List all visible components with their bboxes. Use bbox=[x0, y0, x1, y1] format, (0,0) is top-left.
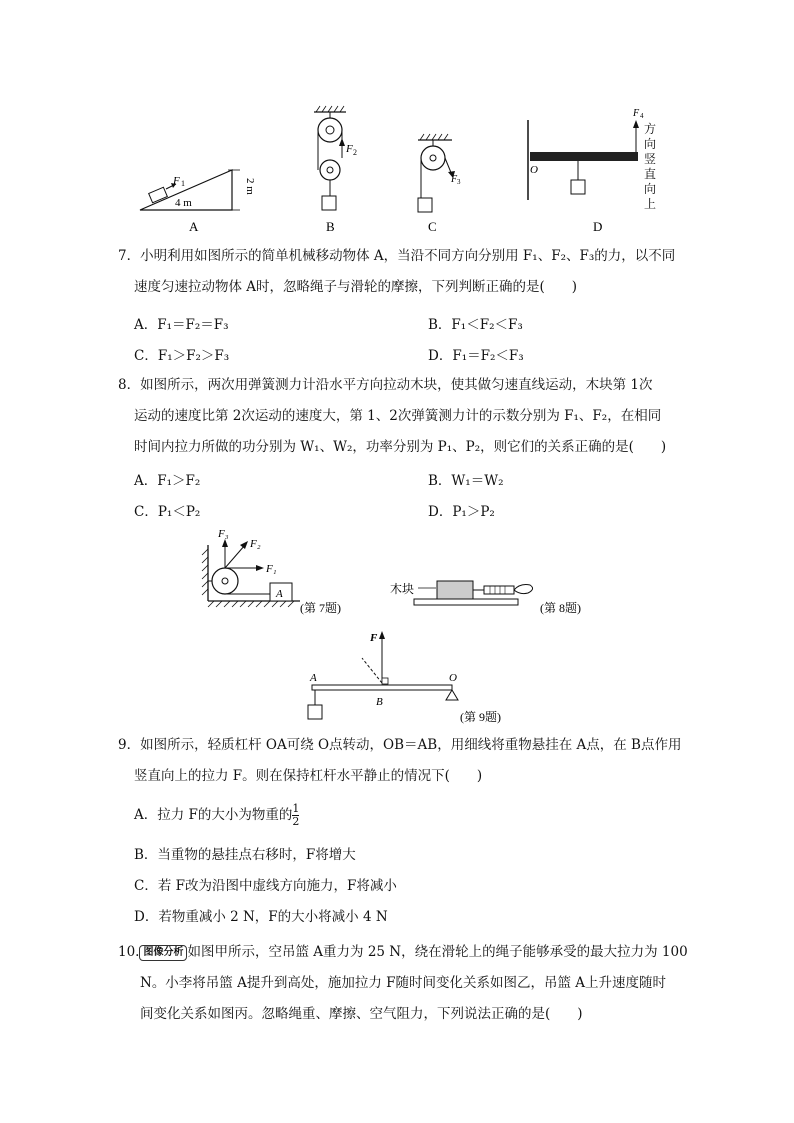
mid-figures bbox=[0, 525, 794, 725]
fig-d-force: F bbox=[633, 108, 640, 119]
q7-option-c[interactable]: C．F₁＞F₂＞F₃ bbox=[134, 348, 230, 364]
fig8-block-label: 木块 bbox=[390, 582, 415, 596]
fig7-diagram bbox=[202, 528, 341, 615]
fig9-b: B bbox=[376, 696, 383, 708]
fig-d-pivot: O bbox=[530, 164, 538, 176]
q10-badge: 图像分析 bbox=[139, 945, 187, 961]
q10-line2: N。小李将吊篮 A提升到高处，施加拉力 F随时间变化关系如图乙，吊篮 A上升速度随时 bbox=[140, 975, 667, 991]
fig-c-force-sub: 3 bbox=[457, 178, 461, 186]
q8-option-d[interactable]: D．P₁＞P₂ bbox=[428, 504, 495, 520]
fig-a-length: 4 m bbox=[175, 197, 192, 209]
fig-d-direction-text: 方向竖直向上 bbox=[644, 122, 657, 211]
fig8-caption: (第 8题) bbox=[540, 601, 581, 615]
fig7-f1: F₁ bbox=[266, 563, 277, 575]
fig-a-f1: F bbox=[173, 175, 180, 187]
top-figures bbox=[0, 0, 794, 240]
q8-line1: 8．如图所示，两次用弹簧测力计沿水平方向拉动木块，使其做匀速直线运动，木块第 1次 bbox=[118, 377, 653, 393]
q7-option-b[interactable]: B．F₁＜F₂＜F₃ bbox=[428, 317, 523, 333]
q8-option-c[interactable]: C．P₁＜P₂ bbox=[134, 504, 201, 520]
fig9-diagram bbox=[308, 631, 501, 724]
fig-b-force-sub: 2 bbox=[353, 148, 357, 157]
fig9-force: F bbox=[370, 632, 378, 644]
fig-a-height: 2 m bbox=[244, 178, 256, 195]
figure-d-lever bbox=[528, 108, 644, 234]
fig7-f2: F₂ bbox=[250, 538, 261, 550]
q9-line2: 竖直向上的拉力 F。则在保持杠杆水平静止的情况下( ) bbox=[134, 768, 483, 784]
q8-option-b[interactable]: B．W₁＝W₂ bbox=[428, 473, 504, 489]
fig-d-label: D bbox=[593, 219, 603, 234]
fig-b-label: B bbox=[326, 219, 335, 234]
q8-line3: 时间内拉力所做的功分别为 W₁、W₂，功率分别为 P₁、P₂，则它们的关系正确的是( ) bbox=[134, 439, 667, 455]
q7-option-a[interactable]: A．F₁＝F₂＝F₃ bbox=[134, 317, 229, 333]
fig-a-f1-sub: 1 bbox=[181, 179, 185, 188]
q7-option-d[interactable]: D．F₁＝F₂＜F₃ bbox=[428, 348, 524, 364]
fig-c-force: F bbox=[451, 174, 458, 185]
q9-fraction bbox=[292, 803, 299, 828]
figure-b-pulley bbox=[314, 106, 357, 234]
q9-option-b[interactable]: B．当重物的悬挂点右移时，F将增大 bbox=[134, 847, 356, 863]
q10-line3: 间变化关系如图丙。忽略绳重、摩擦、空气阻力，下列说法正确的是( ) bbox=[140, 1006, 583, 1022]
figure-a-incline bbox=[140, 170, 256, 234]
fig9-a: A bbox=[310, 672, 317, 684]
fig9-o: O bbox=[449, 672, 457, 684]
q9-line1: 9．如图所示，轻质杠杆 OA可绕 O点转动，OB＝AB，用细线将重物悬挂在 A点，在 B点作用 bbox=[118, 737, 682, 753]
q7-line1: 7．小明利用如图所示的简单机械移动物体 A，当沿不同方向分别用 F₁、F₂、F₃的力，以不同 bbox=[118, 248, 676, 264]
fig-a-label: A bbox=[189, 219, 199, 234]
figure-c-pulley bbox=[418, 134, 461, 234]
q9-frac-num: 1 bbox=[292, 802, 300, 815]
fig-c-label: C bbox=[428, 219, 437, 234]
fig8-diagram bbox=[390, 581, 581, 615]
fig-d-force-sub: 4 bbox=[640, 112, 644, 120]
q9-option-a-text: A．拉力 F的大小为物重的 bbox=[134, 807, 293, 823]
fig7-f3: F₃ bbox=[218, 528, 229, 540]
fig7-caption: (第 7题) bbox=[300, 601, 341, 615]
q9-option-a[interactable] bbox=[134, 803, 299, 828]
q8-option-a[interactable]: A．F₁＞F₂ bbox=[134, 473, 201, 489]
fig7-obj: A bbox=[276, 588, 283, 600]
q10-number: 10. bbox=[118, 944, 140, 960]
fig-b-force: F bbox=[346, 143, 353, 155]
q10-line1 bbox=[118, 937, 688, 968]
fig9-caption: (第 9题) bbox=[460, 710, 501, 724]
q8-line2: 运动的速度比第 2次运动的速度大，第 1、2次弹簧测力计的示数分别为 F₁、F₂，在相同 bbox=[134, 408, 662, 424]
q7-line2: 速度匀速拉动物体 A时，忽略绳子与滑轮的摩擦，下列判断正确的是( ) bbox=[134, 279, 578, 295]
q10-line1-text: 如图甲所示，空吊篮 A重力为 25 N，绕在滑轮上的绳子能够承受的最大拉力为 100 bbox=[187, 944, 688, 960]
q9-frac-den: 2 bbox=[292, 815, 300, 828]
q9-option-d[interactable]: D．若物重减小 2 N，F的大小将减小 4 N bbox=[134, 909, 388, 925]
q9-option-c[interactable]: C．若 F改为沿图中虚线方向施力，F将减小 bbox=[134, 878, 397, 894]
